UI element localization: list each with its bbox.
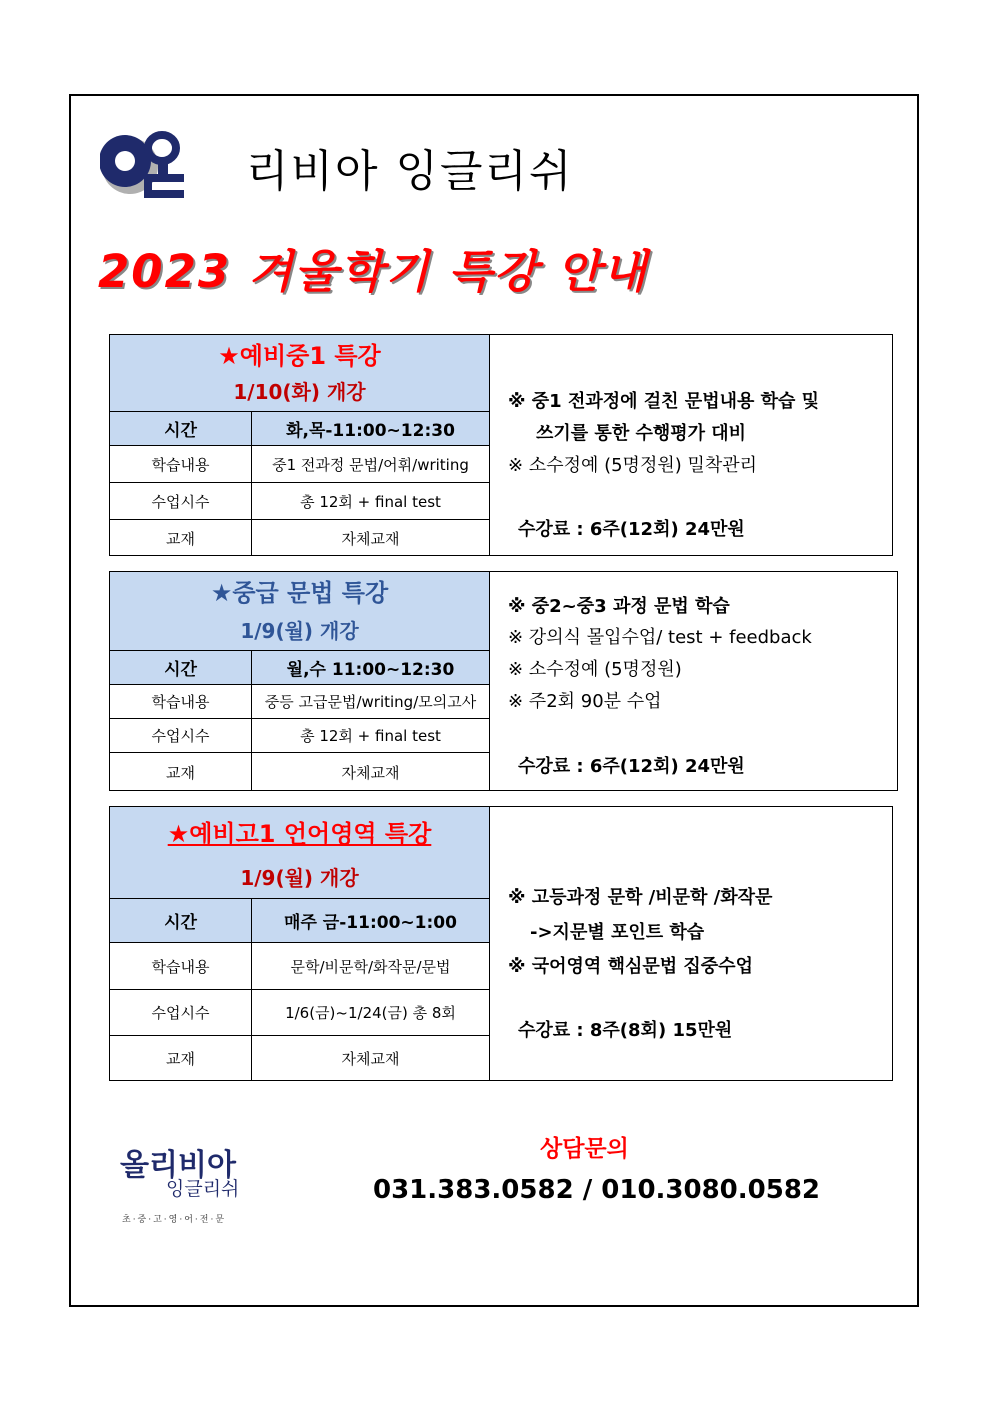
row-value: 문학/비문학/화작문/문법 [290,957,451,976]
table-row [110,989,489,1035]
course-notes [490,572,897,790]
row-value: 자체교재 [341,529,400,548]
course-card [109,334,893,556]
brand-name: 리비아 잉글리쉬 [246,146,574,197]
row-label: 학습내용 [110,943,252,989]
table-row [110,898,489,942]
table-row [110,1035,489,1081]
table-row [110,411,489,445]
course-notes [490,807,892,1080]
course-name: ★중급 문법 특강 [210,579,389,607]
note-text: ※ 중1 전과정에 걸친 문법내용 학습 및 [508,391,820,412]
course-name: ★예비고1 언어영역 특강 [167,820,432,848]
course-info [110,572,490,790]
row-label: 수업시수 [110,990,252,1035]
brand-logo-icon [100,128,190,200]
course-name: ★예비중1 특강 [218,342,381,370]
row-value: 자체교재 [341,1050,400,1068]
row-value: 중등 고급문법/writing/모의고사 [264,693,477,711]
table-row [110,718,489,752]
note-text: ※ 국어영역 핵심문법 집중수업 [508,956,753,977]
note-text: ※ 고등과정 문학 /비문학 /화작문 [508,887,773,908]
contact-phone: 031.383.0582 / 010.3080.0582 [373,1175,821,1205]
row-value: 매주 금-11:00~1:00 [284,913,457,933]
row-value: 월,수 11:00~12:30 [286,660,455,680]
course-fee: 수강료 : 6주(12회) 24만원 [518,756,745,777]
row-value: 총 12회 + final test [300,727,441,745]
row-label: 학습내용 [110,685,252,718]
footer-logo-tagline: 초·중·고·영·어·전·문 [122,1215,227,1225]
table-row [110,684,489,718]
note-text: ※ 중2~중3 과정 문법 학습 [508,596,730,617]
course-info [110,335,490,555]
note-text: 쓰기를 통한 수행평가 대비 [536,423,747,444]
footer-logo [118,1140,268,1230]
course-start-date: 1/9(월) 개강 [240,619,359,643]
course-fee: 수강료 : 8주(8회) 15만원 [518,1020,733,1041]
note-text: ※ 소수정예 (5명정원) 밀착관리 [508,455,758,476]
footer-logo-line2: 잉글리쉬 [166,1178,240,1200]
course-info [110,807,490,1080]
note-text: ->지문별 포인트 학습 [530,922,705,943]
table-row [110,445,489,482]
row-label: 수업시수 [110,719,252,752]
row-value: 자체교재 [341,763,400,782]
row-label: 시간 [110,651,252,684]
note-text: ※ 주2회 90분 수업 [508,691,662,712]
note-text: ※ 강의식 몰입수업/ test + feedback [508,627,812,648]
row-label: 교재 [110,1036,252,1081]
course-header [110,335,489,411]
contact-label: 상담문의 [540,1136,629,1162]
table-row [110,482,489,519]
table-row [110,650,489,684]
course-notes [490,335,892,555]
course-header [110,572,489,650]
note-text: ※ 소수정예 (5명정원) [508,659,682,680]
course-start-date: 1/10(화) 개강 [233,380,366,404]
row-value: 1/6(금)~1/24(금) 총 8회 [285,1004,456,1022]
row-label: 학습내용 [110,446,252,482]
page-title: 2023 겨울학기 특강 안내 [98,245,649,298]
course-fee: 수강료 : 6주(12회) 24만원 [518,519,745,540]
course-header [110,807,489,898]
table-row [110,519,489,556]
table-row [110,752,489,791]
row-label: 시간 [110,899,252,942]
row-value: 화,목-11:00~12:30 [286,421,455,441]
course-card [109,806,893,1081]
course-card [109,571,898,791]
course-start-date: 1/9(월) 개강 [240,866,359,890]
row-value: 중1 전과정 문법/어휘/writing [272,455,469,474]
row-value: 총 12회 + final test [300,492,441,511]
row-label: 교재 [110,753,252,791]
footer-logo-line1: 올리비아 [120,1148,236,1183]
row-label: 시간 [110,412,252,445]
table-row [110,942,489,989]
row-label: 교재 [110,520,252,556]
row-label: 수업시수 [110,483,252,519]
